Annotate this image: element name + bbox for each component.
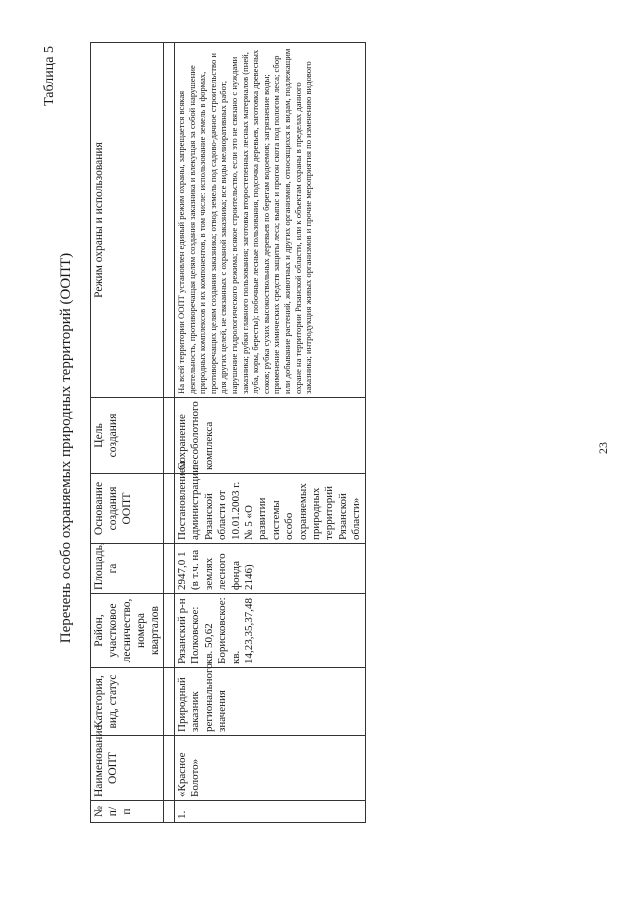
cell-basis: Постановлением администрации Рязанской области от 10.01.2003 г. № 5 «О развитии системы особо охраняемых природных территорий Рязанской области» <box>175 474 366 544</box>
cell-number: 1. <box>175 801 366 823</box>
col-header-purpose: Цель создания <box>91 398 164 474</box>
table-number: Таблица 5 <box>42 46 57 106</box>
cell-name: «Красное Болото» <box>175 736 366 801</box>
rotated-content <box>40 18 610 878</box>
col-header-basis: Основание создания ООПТ <box>91 474 164 544</box>
cell-category: Природный заказник регионального значения <box>175 668 366 736</box>
col-header-category: Категория, вид, статус <box>91 668 164 736</box>
col-header-number: № п/ п <box>91 801 164 823</box>
page-title: Перечень особо охраняемых природных территорий (ООПТ) <box>58 252 74 644</box>
cell-purpose: Сохранение лесоболотного комплекса <box>175 398 366 474</box>
spacer-row <box>164 43 175 823</box>
cell-district: Рязанский р-н Полковское: кв. 50,62 Борисковское: кв. 14,23,35,37,48 <box>175 594 366 668</box>
col-header-area: Площадь, га <box>91 544 164 594</box>
protected-areas-table <box>90 42 366 823</box>
cell-area: 2947,0 1 (в т.ч. на землях лесного фонда 2146) <box>175 544 366 594</box>
table-row <box>175 43 366 823</box>
page-number: 23 <box>596 442 610 454</box>
cell-regime: На всей территории ООПТ установлен единый режим охраны, запрещается всякая деятельность, противоречащая целям создания заказника и влекущая за собой нарушение природных комплексов и их компонентов, в том числе: использование земель в формах, противоречащих целям создания заказника; отвод земель под садово-дачное строительство и для других целей, не связанных с охраной заказника; все виды мелиоративных работ, нарушение гидрологического режима; всякое строительство, если это не связано с нуждами заказника; рубки главного пользования; заготовка второстепенных лесных материалов (пней, луба, коры, бересты); побочные лесные пользования, подсочка деревьев, заготовка древесных соков; рубка сухих высокоствольных деревьев по берегам водоемов; загрязнение воды; применение химических средств защиты леса; выпас и прогон скота под пологом леса; сбор или добывание растений, животных и других организмов, относящихся к видам, подлежащим охране на территории Рязанской области, или к объектам охраны в пределах данного заказника; интродукция живых организмов и прочие мероприятия по изменению видового <box>175 43 366 398</box>
header-row <box>91 43 164 823</box>
col-header-regime: Режим охраны и использования <box>91 43 164 398</box>
col-header-name: Наименование ООПТ <box>91 736 164 801</box>
col-header-district: Район, участковое лесничество, номера кварталов <box>91 594 164 668</box>
